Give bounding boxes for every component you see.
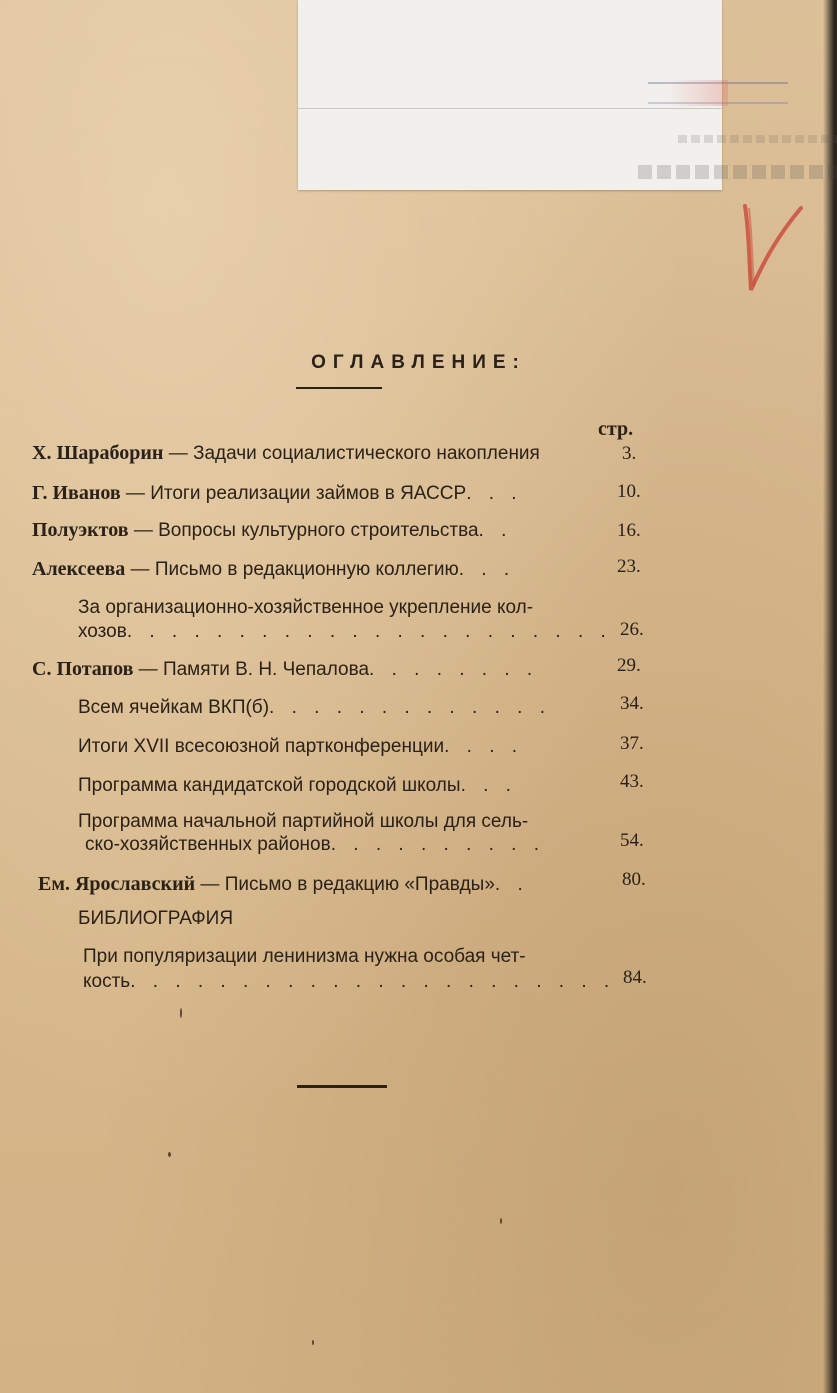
entry-page-number: 80. bbox=[622, 869, 646, 890]
entry-page-number: 29. bbox=[617, 655, 641, 676]
entry-dash: — bbox=[120, 483, 151, 504]
leader-dots: . . . . bbox=[444, 736, 524, 757]
leader-dots: . . . bbox=[466, 483, 523, 504]
toc-entry bbox=[32, 442, 540, 465]
leader-dots: . . . bbox=[460, 775, 517, 796]
entry-dash: — bbox=[195, 874, 225, 895]
leader-dots: . . . . . . . . . . . . . bbox=[269, 697, 552, 718]
leader-dots: . . bbox=[478, 520, 513, 541]
red-check-mark-icon bbox=[735, 198, 805, 298]
toc-entry bbox=[78, 775, 517, 797]
entry-title: Задачи социалистического накопления bbox=[193, 443, 540, 464]
toc-entry bbox=[78, 597, 533, 619]
entry-title: Вопросы культурного строительства bbox=[158, 520, 479, 541]
entry-page-number: 16. bbox=[617, 520, 641, 541]
toc-entry bbox=[32, 558, 515, 581]
entry-title: При популяризации ленинизма нужна особая чет- bbox=[83, 946, 526, 967]
entry-dash: — bbox=[125, 559, 155, 580]
entry-author: Ем. Ярославский bbox=[38, 873, 196, 895]
entry-title-continued: хозов bbox=[78, 621, 127, 642]
sticker-divider bbox=[298, 108, 722, 109]
toc-entry bbox=[78, 697, 551, 719]
toc-entry bbox=[32, 482, 523, 505]
section-heading-text: БИБЛИОГРАФИЯ bbox=[78, 908, 234, 929]
leader-dots: . . . . . . . . bbox=[369, 659, 539, 680]
toc-entry bbox=[32, 519, 512, 542]
entry-author: Алексеева bbox=[32, 558, 126, 580]
entry-page-number: 26. bbox=[620, 619, 644, 640]
entry-page-number: 3. bbox=[622, 443, 637, 464]
toc-entry-continuation bbox=[78, 621, 612, 643]
sticker-faded-heading bbox=[638, 165, 837, 179]
sticker-faded-text bbox=[678, 135, 837, 143]
entry-page-number: 84. bbox=[623, 967, 647, 988]
entry-title: Программа кандидатской городской школы bbox=[78, 775, 461, 796]
entry-title: Всем ячейкам ВКП(б) bbox=[78, 697, 270, 718]
entry-title: Письмо в редакцию «Правды» bbox=[224, 874, 495, 895]
entry-title: Итоги XVII всесоюзной партконференции bbox=[78, 736, 445, 757]
entry-title: Памяти В. Н. Чепалова bbox=[162, 659, 370, 680]
entry-page-number: 34. bbox=[620, 693, 644, 714]
entry-title-continued: ско-хозяйственных районов bbox=[85, 834, 331, 855]
page-title: ОГЛАВЛЕНИЕ: bbox=[311, 352, 526, 373]
sticker-red-stamp bbox=[668, 80, 728, 106]
leader-dots: . . bbox=[494, 874, 529, 895]
paper-speck bbox=[168, 1152, 171, 1157]
page-edge-shadow bbox=[823, 0, 837, 1393]
toc-entry bbox=[78, 736, 523, 758]
leader-dots: . . . . . . . . . . . . . . . . . . . . . . bbox=[130, 971, 616, 992]
toc-entry bbox=[78, 811, 528, 833]
entry-title: Итоги реализации займов в ЯАССР bbox=[150, 483, 467, 504]
leader-dots: . . . . . . . . . . . . . . . . . . . . . . bbox=[126, 621, 612, 642]
entry-title-continued: кость bbox=[83, 971, 131, 992]
entry-title: За организационно-хозяйственное укрепление кол- bbox=[78, 597, 534, 618]
paper-speck bbox=[500, 1218, 502, 1224]
entry-dash: — bbox=[128, 520, 159, 541]
paper-speck bbox=[312, 1340, 314, 1345]
entry-page-number: 43. bbox=[620, 771, 644, 792]
toc-entry-continuation bbox=[83, 971, 615, 993]
entry-author: Г. Иванов bbox=[32, 482, 121, 504]
leader-dots: . . . . . . . . . . bbox=[330, 834, 546, 855]
entry-title: Программа начальной партийной школы для сель- bbox=[78, 811, 529, 832]
title-underline bbox=[296, 387, 382, 389]
entry-dash: — bbox=[163, 443, 193, 464]
entry-author: Х. Шараборин bbox=[32, 442, 164, 464]
toc-entry bbox=[83, 946, 526, 968]
paper-speck bbox=[180, 1008, 182, 1018]
toc-entry bbox=[38, 873, 529, 896]
section-heading bbox=[78, 908, 233, 930]
entry-author: С. Потапов bbox=[32, 658, 134, 680]
entry-title: Письмо в редакционную коллегию bbox=[154, 559, 459, 580]
entry-page-number: 23. bbox=[617, 556, 641, 577]
leader-dots: . . . bbox=[458, 559, 516, 580]
library-sticker bbox=[298, 0, 722, 190]
entry-page-number: 54. bbox=[620, 830, 644, 851]
page-column-label: стр. bbox=[598, 418, 634, 440]
entry-dash: — bbox=[133, 659, 163, 680]
entry-author: Полуэктов bbox=[32, 519, 129, 541]
entry-page-number: 37. bbox=[620, 733, 644, 754]
entry-page-number: 10. bbox=[617, 481, 641, 502]
toc-entry-continuation bbox=[85, 834, 545, 856]
closing-rule bbox=[297, 1085, 387, 1088]
toc-entry bbox=[32, 658, 538, 681]
